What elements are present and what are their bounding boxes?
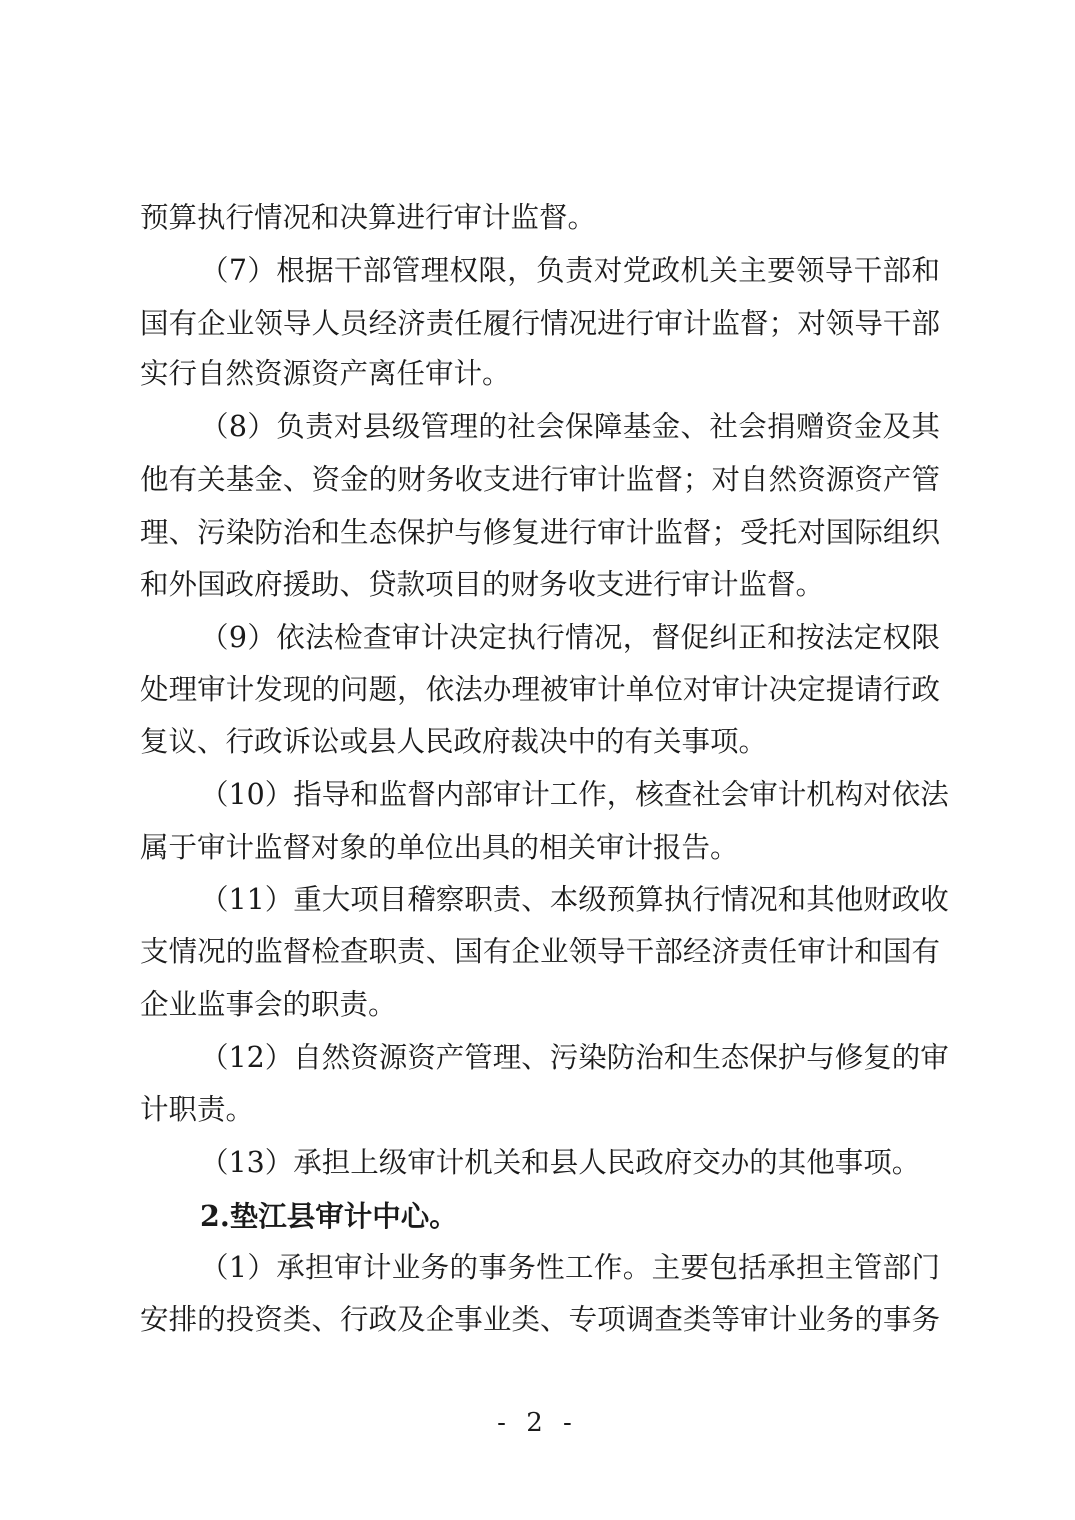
text-line: 预算执行情况和决算进行审计监督。: [140, 201, 597, 234]
text-line: 属于审计监督对象的单位出具的相关审计报告。: [140, 831, 739, 864]
text-line: 计职责。: [140, 1093, 255, 1126]
text-line: （10）指导和监督内部审计工作，核查社会审计机构对依法: [200, 778, 949, 811]
text-line: 国有企业领导人员经济责任履行情况进行审计监督；对领导干部: [140, 307, 940, 340]
text-line: 实行自然资源资产离任审计。: [140, 357, 511, 390]
text-line: （1）承担审计业务的事务性工作。主要包括承担主管部门: [200, 1251, 940, 1284]
text-line: 处理审计发现的问题，依法办理被审计单位对审计决定提请行政: [140, 673, 940, 706]
text-line: （13）承担上级审计机关和县人民政府交办的其他事项。: [200, 1146, 921, 1179]
text-line: （8）负责对县级管理的社会保障基金、社会捐赠资金及其: [200, 410, 940, 443]
section-heading: 2.垫江县审计中心。: [200, 1199, 458, 1233]
text-line: 企业监事会的职责。: [140, 988, 397, 1021]
text-line: （11）重大项目稽察职责、本级预算执行情况和其他财政收: [200, 883, 949, 916]
text-line: 复议、行政诉讼或县人民政府裁决中的有关事项。: [140, 725, 768, 758]
page-number: - 2 -: [497, 1408, 578, 1438]
text-line: 他有关基金、资金的财务收支进行审计监督；对自然资源资产管: [140, 463, 940, 496]
text-line: （12）自然资源资产管理、污染防治和生态保护与修复的审: [200, 1041, 949, 1074]
text-line: （9）依法检查审计决定执行情况，督促纠正和按法定权限: [200, 621, 940, 654]
text-line: 支情况的监督检查职责、国有企业领导干部经济责任审计和国有: [140, 935, 940, 968]
text-line: （7）根据干部管理权限，负责对党政机关主要领导干部和: [200, 254, 940, 287]
text-line: 安排的投资类、行政及企事业类、专项调查类等审计业务的事务: [140, 1303, 940, 1336]
text-line: 和外国政府援助、贷款项目的财务收支进行审计监督。: [140, 568, 825, 601]
text-line: 理、污染防治和生态保护与修复进行审计监督；受托对国际组织: [140, 516, 940, 549]
